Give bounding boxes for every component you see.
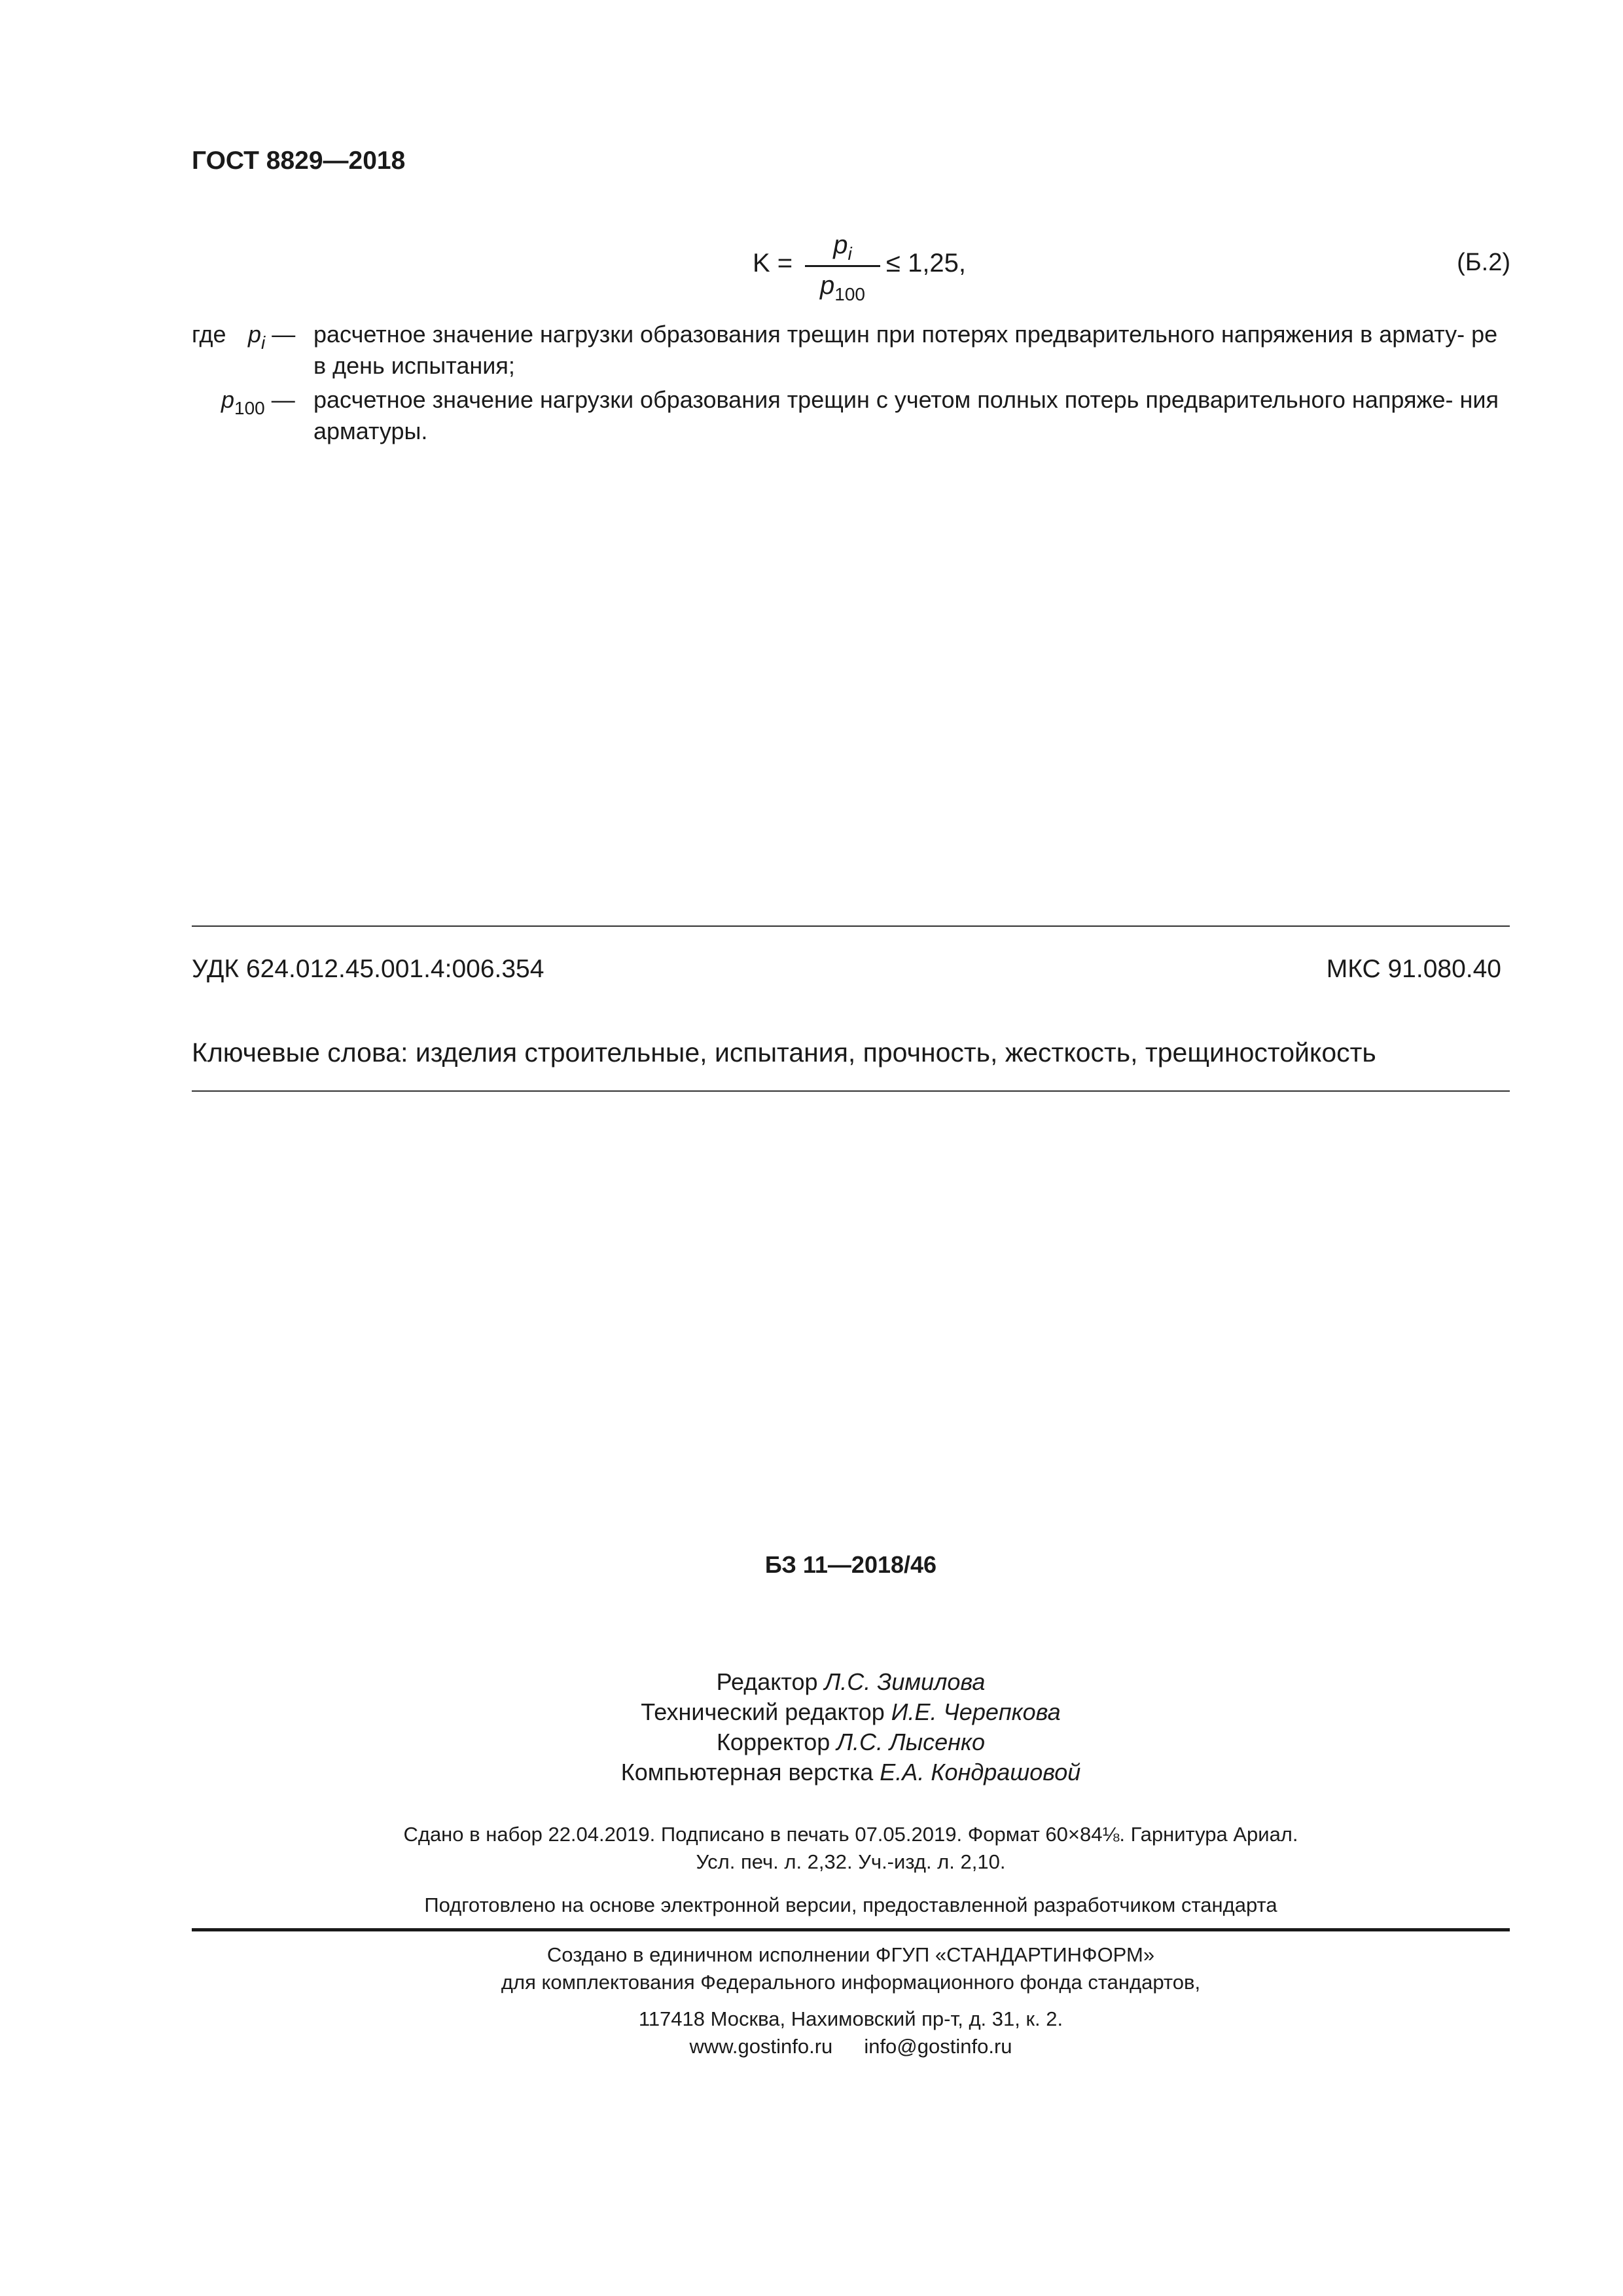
where-intro: где: [192, 321, 226, 348]
contact-line: [192, 2033, 1510, 2060]
publisher-address: [192, 2005, 1510, 2060]
definition-item: [192, 319, 1510, 382]
udk-code: УДК 624.012.45.001.4:006.354: [192, 955, 544, 983]
formula-rhs: ≤ 1,25,: [886, 249, 967, 278]
divider-line: [192, 1090, 1510, 1092]
mks-code: МКС 91.080.40: [1326, 955, 1501, 983]
created-line: для комплектования Федерального информационного фонда стандартов,: [501, 1971, 1201, 1994]
formula-denominator: $p_{100}$: [820, 271, 865, 304]
keywords: Ключевые слова: изделия строительные, испытания, прочность, жесткость, трещиностойкость: [192, 1037, 1376, 1067]
prepared-note: Подготовлено на основе электронной версии, предоставленной разработчиком стандарта: [424, 1893, 1277, 1916]
credit-line: Технический редактор И.Е. Черепкова: [641, 1698, 1061, 1725]
website-link[interactable]: www.gostinfo.ru: [689, 2035, 833, 2058]
formula-number: (Б.2): [1457, 249, 1510, 276]
created-note: [192, 1941, 1510, 1996]
credit-line: Компьютерная верстка Е.А. Кондрашовой: [620, 1759, 1081, 1785]
printing-info: [192, 1821, 1510, 1876]
definition-symbol: $p_{100}$ —: [221, 386, 295, 418]
formula-numerator: $p_i$: [833, 230, 852, 264]
credit-line: Редактор Л.С. Зимилова: [716, 1668, 986, 1695]
printing-line: Сдано в набор 22.04.2019. Подписано в печать 07.05.2019. Формат 60×84⅛. Гарнитура Ариал.: [403, 1823, 1298, 1846]
divider-line: [192, 925, 1510, 927]
fraction-bar: [805, 265, 880, 267]
definition-symbol: $p_i$ —: [248, 321, 296, 353]
credits-block: [192, 1667, 1510, 1787]
email-link[interactable]: info@gostinfo.ru: [864, 2035, 1012, 2058]
credit-line: Корректор Л.С. Лысенко: [716, 1729, 986, 1755]
definition-text: расчетное значение нагрузки образования трещин с учетом полных потерь предварительного напряже- ния арматуры.: [313, 386, 1499, 444]
thick-divider-line: [192, 1928, 1510, 1931]
address-line: 117418 Москва, Нахимовский пр-т, д. 31, к. 2.: [638, 2007, 1063, 2030]
created-line: Создано в единичном исполнении ФГУП «СТАНДАРТИНФОРМ»: [546, 1943, 1155, 1966]
formula-lhs: K =: [753, 249, 793, 278]
symbol-definitions: [192, 319, 1510, 447]
printing-line: Усл. печ. л. 2,32. Уч.-изд. л. 2,10.: [696, 1850, 1006, 1873]
document-header-title: ГОСТ 8829—2018: [192, 147, 406, 175]
definition-text: расчетное значение нагрузки образования трещин при потерях предварительного напряжения в армату- ре в день испытания;: [313, 321, 1498, 379]
bz-number: БЗ 11—2018/46: [764, 1551, 937, 1578]
definition-item: [192, 384, 1510, 447]
